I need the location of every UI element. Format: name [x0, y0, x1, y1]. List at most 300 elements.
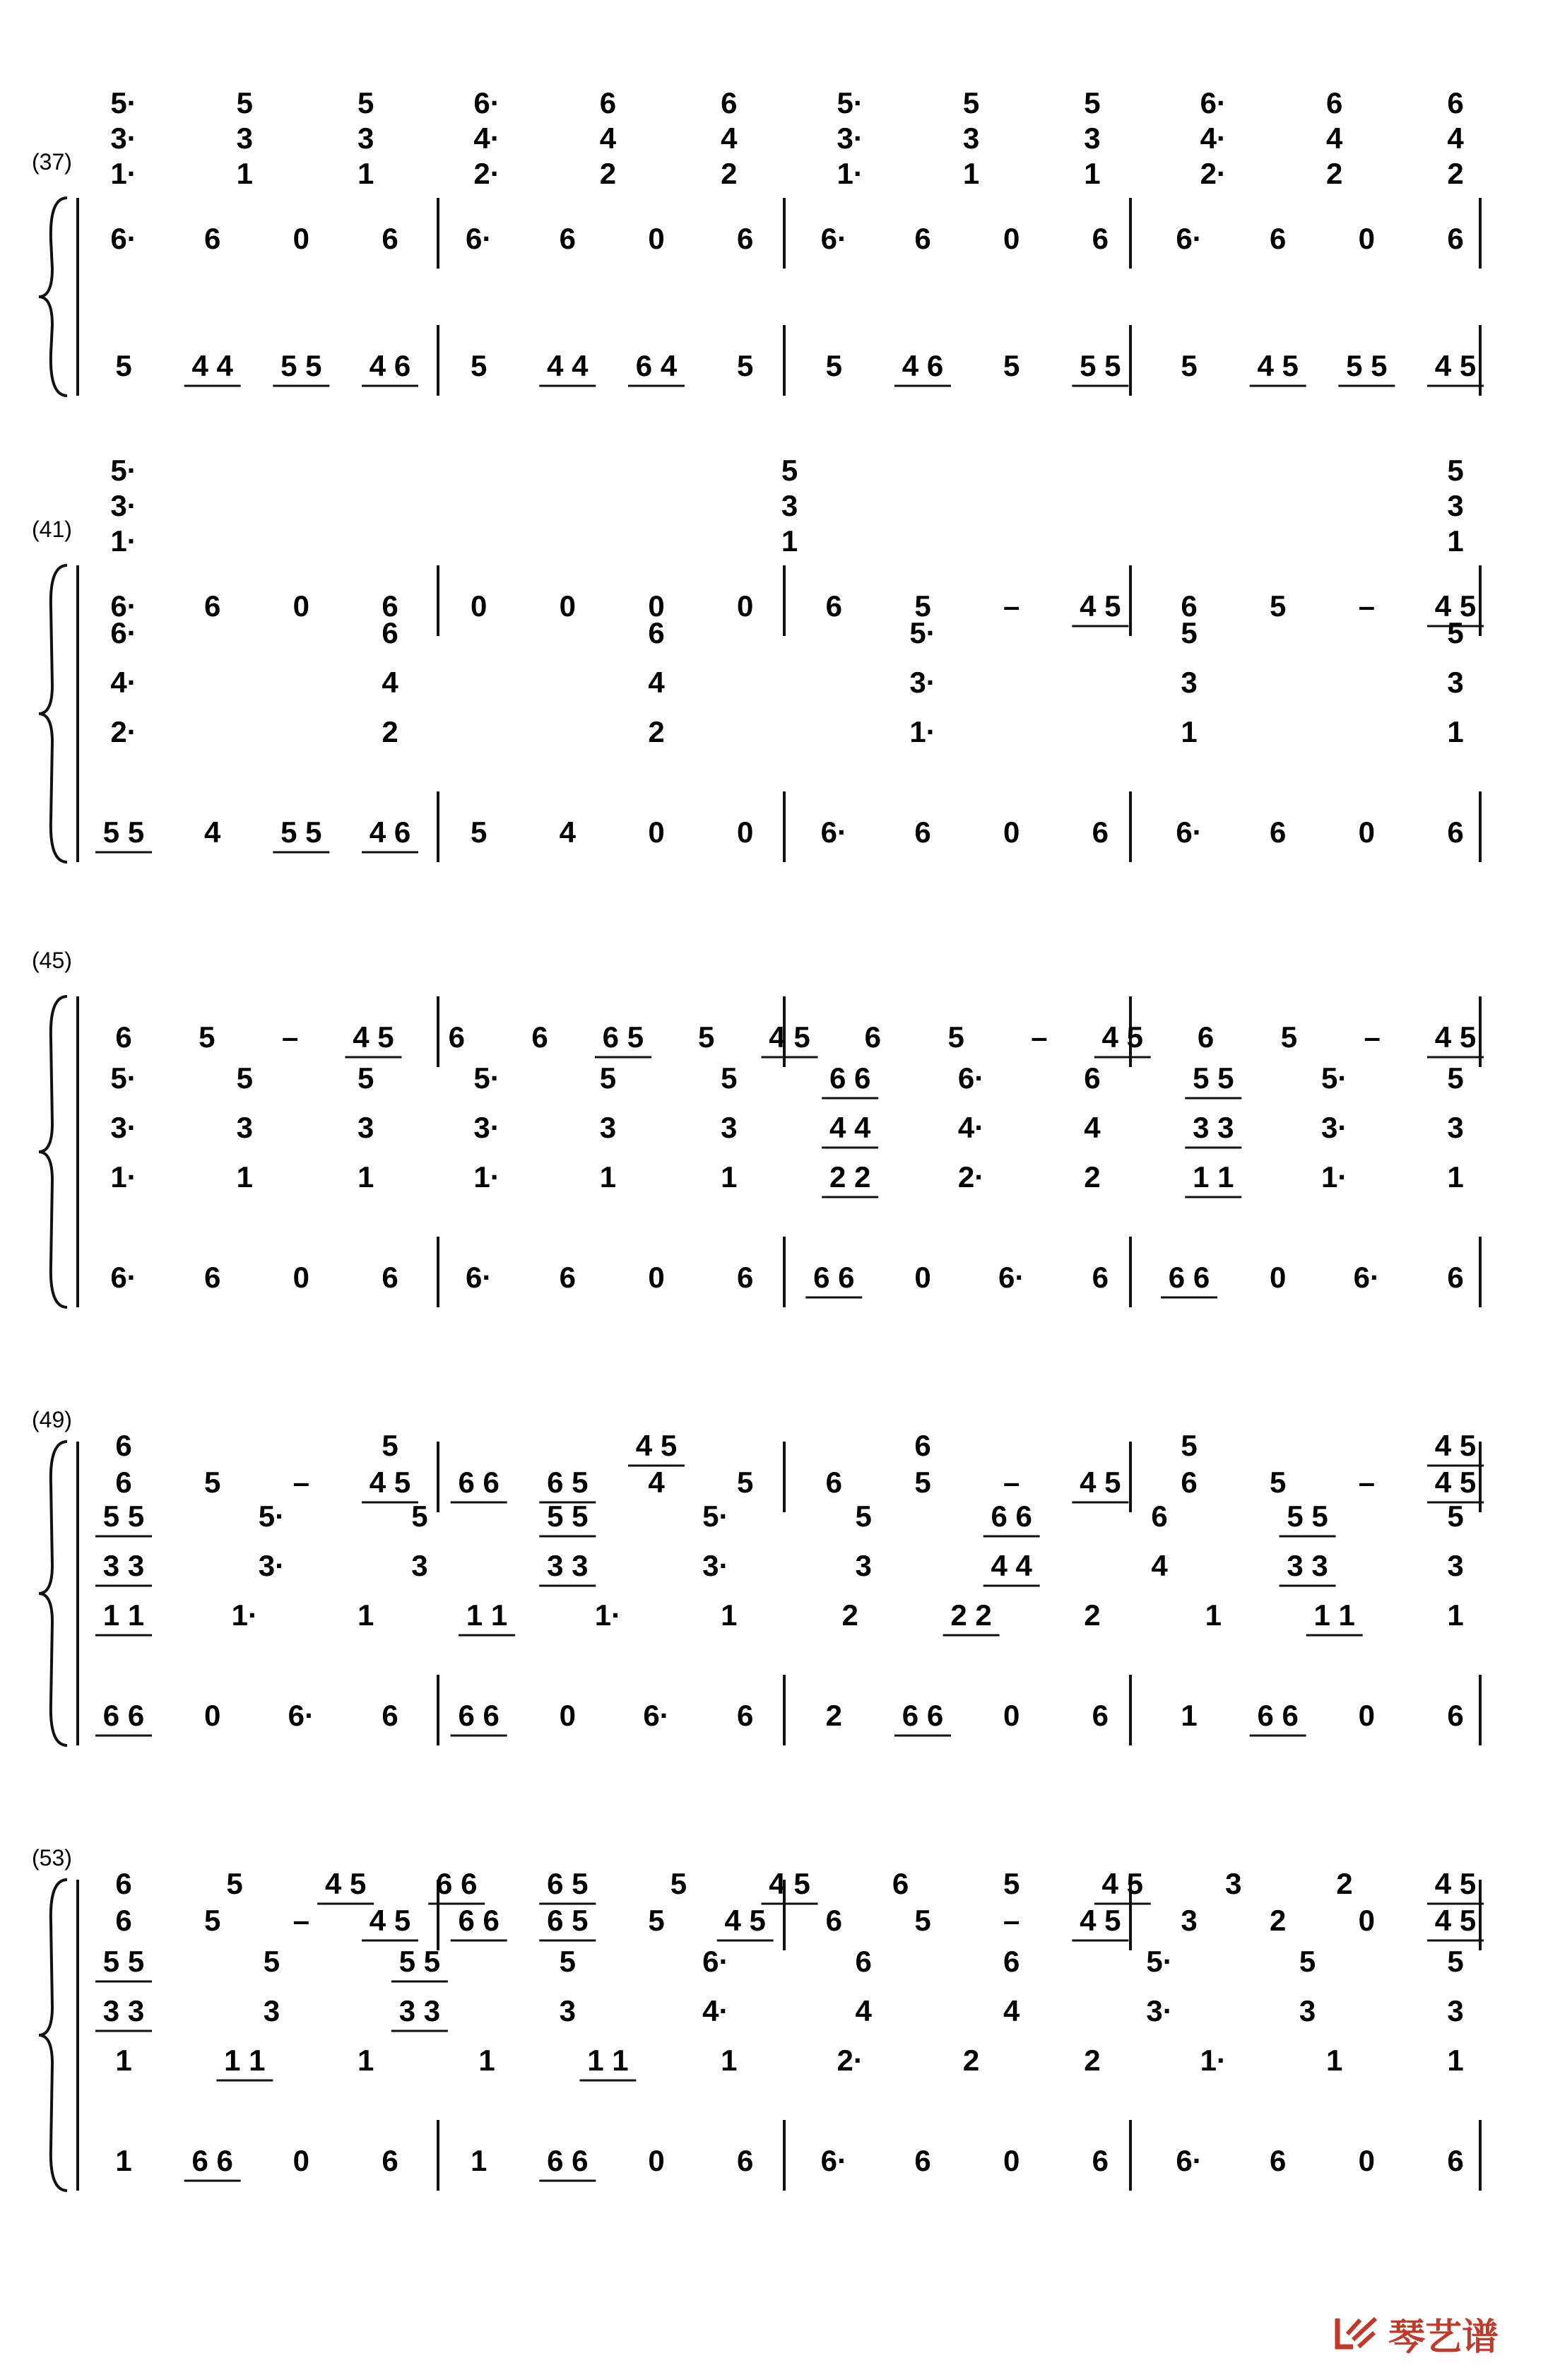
left-hand-note: 4· [110, 666, 137, 699]
right-hand-note: 5 [358, 86, 374, 119]
right-hand-upper-note: 6 6 [436, 1867, 478, 1900]
right-hand-note: 2 [1325, 157, 1343, 190]
left-hand-note: 5 [1181, 616, 1198, 649]
right-hand-note: 0 [293, 222, 310, 255]
left-hand-note: 2 [962, 2044, 980, 2077]
right-hand-note: 0 [1358, 1904, 1376, 1937]
right-hand-note: 0 [648, 589, 665, 623]
right-hand-note: 4 5 [724, 1904, 766, 1937]
left-hand-note: 5 5 [280, 815, 322, 849]
right-hand-note: 4 5 [369, 1904, 411, 1937]
left-hand-note: 4· [702, 1994, 729, 2027]
left-hand-note: 5 5 [102, 1945, 145, 1978]
left-hand-note: 2· [110, 715, 137, 748]
left-hand-note: 3 [263, 1994, 280, 2027]
measure-number: (53) [32, 1845, 72, 1871]
qinyipu-logo-icon [1332, 2313, 1381, 2355]
system-1 [32, 86, 1484, 396]
right-hand-note: 3 [236, 122, 254, 155]
right-hand-note: – [1003, 1904, 1020, 1937]
right-hand-upper-note: 4 5 [324, 1867, 367, 1900]
right-hand-upper-note: 4 5 [1434, 1867, 1477, 1900]
right-hand-note: 1 [358, 157, 374, 190]
right-hand-note: 5 [914, 589, 931, 623]
left-hand-note: 0 [1003, 1699, 1020, 1732]
left-hand-note: 1 1 [466, 1598, 508, 1632]
right-hand-upper-note: 4 5 [1101, 1867, 1143, 1900]
left-hand-note: 0 [1269, 1261, 1287, 1294]
right-hand-note: 0 [293, 589, 310, 623]
left-hand-note: 2 [648, 715, 665, 748]
right-hand-note: – [281, 1020, 299, 1054]
left-hand-note: 6 6 [991, 1500, 1032, 1533]
right-hand-upper-note: 6 5 [547, 1867, 589, 1900]
left-hand-note: 5 [1447, 616, 1464, 649]
left-hand-note: 0 [648, 815, 665, 849]
right-hand-note: 6 [736, 222, 754, 255]
left-hand-note: 1 [721, 1598, 738, 1632]
right-hand-note: 6 5 [602, 1020, 644, 1054]
left-hand-note: 6 6 [1257, 1699, 1299, 1732]
right-hand-note: 4 [1325, 122, 1343, 155]
right-hand-note: 6 [825, 1904, 843, 1937]
left-hand-note: 1· [909, 715, 936, 748]
right-hand-note: – [1003, 1466, 1020, 1499]
system-3 [32, 948, 1484, 1307]
left-hand-note: 5 5 [280, 349, 322, 382]
right-hand-note: 6 [599, 86, 617, 119]
right-hand-note: 6 [1092, 222, 1109, 255]
left-hand-note: 6 [1092, 815, 1109, 849]
right-hand-note: 6 [1447, 222, 1464, 255]
right-hand-note: 5 [648, 1904, 665, 1937]
right-hand-note: 6 [115, 1020, 132, 1054]
right-hand-note: 6 5 [547, 1466, 589, 1499]
left-hand-note: 3 3 [102, 1549, 145, 1582]
left-hand-note: 3 3 [398, 1994, 441, 2027]
left-hand-note: 4 4 [829, 1111, 871, 1144]
right-hand-upper-note: 5 [382, 1429, 398, 1462]
left-hand-note: 2 2 [950, 1598, 992, 1632]
left-hand-note: 1 [1447, 2044, 1464, 2077]
left-hand-note: 0 [648, 1261, 665, 1294]
left-hand-note: 4 4 [191, 349, 233, 382]
right-hand-note: 6 5 [547, 1904, 589, 1937]
left-hand-note: 1 [236, 1160, 254, 1194]
left-hand-note: 6 [382, 616, 398, 649]
right-hand-note: 5 [1447, 454, 1464, 487]
right-hand-note: 1 [1447, 524, 1464, 558]
right-hand-upper-note: 6 [115, 1867, 132, 1900]
left-hand-note: 5 5 [102, 815, 145, 849]
score-systems [32, 86, 1484, 2191]
left-hand-note: 3· [473, 1111, 500, 1144]
left-hand-note: 0 [1003, 815, 1020, 849]
right-hand-note: 1· [110, 524, 137, 558]
right-hand-note: 6· [110, 222, 137, 255]
left-hand-note: 6· [702, 1945, 729, 1978]
right-hand-note: 3 [358, 122, 374, 155]
left-hand-note: 4 [559, 815, 577, 849]
left-hand-note: 0 [1003, 2144, 1020, 2177]
right-hand-note: 5 [1269, 589, 1287, 623]
right-hand-note: 4 5 [1434, 589, 1477, 623]
left-hand-note: 6 6 [547, 2144, 589, 2177]
left-hand-note: 4 4 [991, 1549, 1032, 1582]
left-hand-note: 1 1 [1193, 1160, 1234, 1194]
right-hand-note: 6 [382, 589, 398, 623]
measure-number: (37) [32, 149, 72, 175]
left-hand-note: 6 [914, 2144, 931, 2177]
right-hand-note: 4 5 [1434, 1904, 1477, 1937]
right-hand-note: 6 [1269, 222, 1287, 255]
right-hand-note: 6 [203, 222, 221, 255]
left-hand-note: 6 [382, 1699, 398, 1732]
right-hand-note: 1 [1084, 157, 1101, 190]
right-hand-note: 6· [110, 589, 137, 623]
left-hand-note: 4 [1151, 1549, 1168, 1582]
right-hand-note: 3 [1084, 122, 1101, 155]
right-hand-note: 6 [448, 1020, 465, 1054]
left-hand-note: 3· [110, 1111, 137, 1144]
left-hand-note: 4 [648, 666, 665, 699]
watermark-text: 琴艺谱 [1388, 2316, 1499, 2359]
right-hand-upper-note: 5 [1003, 1867, 1020, 1900]
system-brace [39, 996, 67, 1307]
right-hand-note: – [1358, 1466, 1376, 1499]
left-hand-note: 5 [736, 349, 754, 382]
left-hand-note: 6 [736, 1699, 754, 1732]
right-hand-note: 4· [1200, 122, 1227, 155]
right-hand-note: 4 5 [1080, 589, 1121, 623]
left-hand-note: 1· [1320, 1160, 1348, 1194]
right-hand-note: 3 [1447, 489, 1464, 522]
left-hand-note: 5 [1447, 1945, 1464, 1978]
right-hand-note: 0 [470, 589, 488, 623]
left-hand-note: 3· [258, 1549, 285, 1582]
right-hand-note: 6 [1197, 1020, 1215, 1054]
right-hand-upper-note: 4 5 [769, 1867, 810, 1900]
right-hand-upper-note: 6 [115, 1429, 132, 1462]
left-hand-note: 3 [1447, 1549, 1464, 1582]
left-hand-note: 4 [1084, 1111, 1101, 1144]
right-hand-note: 6 [1181, 1466, 1198, 1499]
left-hand-note: 3 [236, 1111, 254, 1144]
right-hand-note: 2 [1269, 1904, 1287, 1937]
right-hand-note: 5· [110, 86, 137, 119]
right-hand-note: 1 [962, 157, 980, 190]
left-hand-note: 6· [110, 616, 137, 649]
right-hand-note: 1· [110, 157, 137, 190]
left-hand-note: 4 6 [369, 349, 411, 382]
left-hand-note: 2 [825, 1699, 843, 1732]
right-hand-note: 4 [721, 122, 738, 155]
left-hand-note: 6 [1003, 1945, 1020, 1978]
left-hand-note: 5 5 [398, 1945, 441, 1978]
right-hand-note: 5· [110, 454, 137, 487]
left-hand-note: 5 [470, 815, 488, 849]
left-hand-note: 1 [358, 2044, 374, 2077]
left-hand-note: 6 [559, 1261, 577, 1294]
right-hand-note: 1 [236, 157, 254, 190]
left-hand-note: 1 [1325, 2044, 1343, 2077]
right-hand-note: 6 [914, 222, 931, 255]
left-hand-note: 6· [820, 2144, 848, 2177]
right-hand-note: 4 [648, 1466, 665, 1499]
right-hand-note: 5 [914, 1466, 931, 1499]
right-hand-note: – [1003, 589, 1020, 623]
left-hand-note: 6 6 [458, 1699, 500, 1732]
right-hand-upper-note: 4 5 [635, 1429, 678, 1462]
right-hand-note: 6 [864, 1020, 881, 1054]
right-hand-upper-note: 4 5 [1434, 1429, 1477, 1462]
right-hand-note: 3· [110, 122, 137, 155]
left-hand-note: 3 [1299, 1994, 1316, 2027]
left-hand-note: 3 [855, 1549, 872, 1582]
left-hand-note: 0 [293, 1261, 310, 1294]
left-hand-note: 4 [382, 666, 398, 699]
right-hand-note: 5 [1280, 1020, 1298, 1054]
left-hand-note: 3 [358, 1111, 374, 1144]
right-hand-note: 3· [837, 122, 863, 155]
right-hand-note: 4 5 [1434, 1020, 1477, 1054]
left-hand-note: 6 [1447, 815, 1464, 849]
left-hand-note: 5 5 [1193, 1061, 1234, 1095]
right-hand-note: 3 [781, 489, 798, 522]
left-hand-note: 3 3 [547, 1549, 589, 1582]
left-hand-note: 6· [288, 1699, 315, 1732]
left-hand-note: 1 [115, 2044, 132, 2077]
left-hand-note: 5 [115, 349, 132, 382]
left-hand-note: 1 [721, 1160, 738, 1194]
left-hand-note: 4 6 [902, 349, 944, 382]
right-hand-note: 5 [736, 1466, 754, 1499]
left-hand-note: 5 [358, 1061, 374, 1095]
right-hand-note: 4 5 [353, 1020, 394, 1054]
left-hand-note: 1 1 [224, 2044, 266, 2077]
right-hand-note: 4 [599, 122, 617, 155]
left-hand-note: 6· [957, 1061, 985, 1095]
right-hand-note: 6 [559, 222, 577, 255]
left-hand-note: 2· [837, 2044, 863, 2077]
left-hand-note: 1 [358, 1598, 374, 1632]
right-hand-note: 5· [837, 86, 863, 119]
right-hand-note: 1· [837, 157, 863, 190]
left-hand-note: 6· [1176, 815, 1203, 849]
left-hand-note: 5 [263, 1945, 280, 1978]
left-hand-note: 5 5 [547, 1500, 589, 1533]
left-hand-note: 1· [594, 1598, 622, 1632]
right-hand-note: 0 [1003, 222, 1020, 255]
right-hand-note: 6 [825, 1466, 843, 1499]
right-hand-note: 5 [203, 1466, 221, 1499]
left-hand-note: 6 4 [635, 349, 678, 382]
left-hand-note: 6· [1353, 1261, 1381, 1294]
left-hand-note: 6 [1269, 815, 1287, 849]
left-hand-note: 5· [1146, 1945, 1173, 1978]
left-hand-note: 6 [1447, 2144, 1464, 2177]
left-hand-note: 1 [470, 2144, 488, 2177]
left-hand-note: 6 [1447, 1261, 1464, 1294]
right-hand-upper-note: 5 [226, 1867, 243, 1900]
left-hand-note: 1 [721, 2044, 738, 2077]
system-brace [39, 1880, 67, 2191]
left-hand-note: 6 6 [102, 1699, 145, 1732]
right-hand-note: – [293, 1904, 310, 1937]
right-hand-note: 6 [825, 589, 843, 623]
right-hand-note: 5 [236, 86, 254, 119]
system-brace [39, 198, 67, 396]
left-hand-note: 5· [110, 1061, 137, 1095]
right-hand-note: 5 [962, 86, 980, 119]
left-hand-note: 1 [358, 1160, 374, 1194]
left-hand-note: 5 [599, 1061, 617, 1095]
right-hand-note: 6 [203, 589, 221, 623]
left-hand-note: 4 [855, 1994, 872, 2027]
left-hand-note: 1 1 [587, 2044, 629, 2077]
right-hand-note: 3· [110, 489, 137, 522]
right-hand-note: 6· [473, 86, 500, 119]
left-hand-note: 5 [1181, 349, 1198, 382]
left-hand-note: 2 [1084, 1160, 1101, 1194]
left-hand-note: 6 6 [813, 1261, 855, 1294]
system-4 [32, 1407, 1484, 1745]
left-hand-note: 2 [1084, 1598, 1101, 1632]
left-hand-note: 6 [1092, 2144, 1109, 2177]
left-hand-note: 1 1 [1313, 1598, 1355, 1632]
right-hand-note: 5 [199, 1020, 215, 1054]
left-hand-note: 6 [648, 616, 665, 649]
left-hand-note: 5· [473, 1061, 500, 1095]
left-hand-note: 5 [855, 1500, 872, 1533]
left-hand-note: 3 [1447, 1111, 1464, 1144]
right-hand-note: 6 [1447, 86, 1464, 119]
right-hand-note: 6 [721, 86, 738, 119]
left-hand-note: 6 6 [829, 1061, 871, 1095]
right-hand-note: 6· [465, 222, 492, 255]
left-hand-note: 3 [599, 1111, 617, 1144]
left-hand-note: 2 [1084, 2044, 1101, 2077]
left-hand-note: 0 [736, 815, 754, 849]
right-hand-note: 6 [1325, 86, 1343, 119]
left-hand-note: 6 [736, 1261, 754, 1294]
measure-number: (45) [32, 948, 72, 973]
right-hand-note: 5 [914, 1904, 931, 1937]
right-hand-note: 0 [559, 589, 577, 623]
left-hand-note: 5 [1447, 1500, 1464, 1533]
left-hand-note: 4 [1003, 1994, 1020, 2027]
left-hand-note: 1 [1447, 1598, 1464, 1632]
left-hand-note: 3· [1146, 1994, 1173, 2027]
right-hand-upper-note: 3 [1225, 1867, 1242, 1900]
left-hand-note: 4 6 [369, 815, 411, 849]
right-hand-note: 5 [1084, 86, 1101, 119]
watermark [1332, 2307, 1499, 2360]
right-hand-upper-note: 2 [1336, 1867, 1353, 1900]
left-hand-note: 6· [998, 1261, 1025, 1294]
right-hand-note: 2· [1200, 157, 1227, 190]
left-hand-note: 5 5 [102, 1500, 145, 1533]
left-hand-note: 6 6 [191, 2144, 233, 2177]
left-hand-note: 4 [203, 815, 221, 849]
right-hand-note: 5 [1269, 1466, 1287, 1499]
left-hand-note: 6· [1176, 2144, 1203, 2177]
left-hand-note: 6 [855, 1945, 872, 1978]
left-hand-note: 5 [721, 1061, 738, 1095]
left-hand-note: 4 5 [1434, 349, 1477, 382]
left-hand-note: 3 3 [102, 1994, 145, 2027]
left-hand-note: 6· [465, 1261, 492, 1294]
left-hand-note: 1 1 [102, 1598, 145, 1632]
left-hand-note: 6 [1269, 2144, 1287, 2177]
right-hand-upper-note: 6 [914, 1429, 931, 1462]
left-hand-note: 6 [203, 1261, 221, 1294]
left-hand-note: 0 [293, 2144, 310, 2177]
left-hand-note: 1 [1181, 1699, 1198, 1732]
left-hand-note: 6 [736, 2144, 754, 2177]
right-hand-upper-note: 5 [670, 1867, 687, 1900]
left-hand-note: 5· [909, 616, 936, 649]
right-hand-note: – [1358, 589, 1376, 623]
right-hand-upper-note: 6 [892, 1867, 909, 1900]
right-hand-note: 1 [781, 524, 798, 558]
left-hand-note: 4 5 [1257, 349, 1299, 382]
left-hand-note: 0 [203, 1699, 221, 1732]
left-hand-note: 6· [820, 815, 848, 849]
left-hand-note: 6 [382, 2144, 398, 2177]
system-2 [32, 454, 1484, 862]
system-5 [32, 1845, 1484, 2191]
right-hand-note: 4· [473, 122, 500, 155]
left-hand-note: 1 [478, 2044, 495, 2077]
right-hand-note: 6· [1200, 86, 1227, 119]
right-hand-note: 4 5 [1101, 1020, 1143, 1054]
left-hand-note: 3 3 [1193, 1111, 1234, 1144]
left-hand-note: 3 3 [1287, 1549, 1328, 1582]
right-hand-upper-note: 5 [1181, 1429, 1198, 1462]
left-hand-note: 5 [236, 1061, 254, 1095]
left-hand-note: 3· [909, 666, 936, 699]
left-hand-note: 0 [914, 1261, 931, 1294]
left-hand-note: 1 [1205, 1598, 1222, 1632]
left-hand-note: 6 [382, 1261, 398, 1294]
left-hand-note: 3 [1447, 1994, 1464, 2027]
right-hand-note: 4 5 [1080, 1466, 1121, 1499]
left-hand-note: 5 5 [1346, 349, 1388, 382]
left-hand-note: 1· [473, 1160, 500, 1194]
left-hand-note: 4 4 [547, 349, 589, 382]
left-hand-note: 0 [648, 2144, 665, 2177]
left-hand-note: 6 [1084, 1061, 1101, 1095]
right-hand-note: 6 [115, 1904, 132, 1937]
left-hand-note: 6 [1092, 1261, 1109, 1294]
left-hand-note: 3· [702, 1549, 729, 1582]
left-hand-note: 3 [411, 1549, 428, 1582]
right-hand-note: – [1364, 1020, 1381, 1054]
right-hand-note: 6 [382, 222, 398, 255]
right-hand-note: 5 [781, 454, 798, 487]
right-hand-note: 6 [1181, 589, 1198, 623]
right-hand-note: 4 [1447, 122, 1464, 155]
left-hand-note: 5 [559, 1945, 577, 1978]
right-hand-note: 0 [736, 589, 754, 623]
left-hand-note: 4· [957, 1111, 985, 1144]
left-hand-note: 3 [1181, 666, 1198, 699]
left-hand-note: 5 [1447, 1061, 1464, 1095]
left-hand-note: 6 [914, 815, 931, 849]
system-brace [39, 565, 67, 862]
right-hand-note: 6· [820, 222, 848, 255]
